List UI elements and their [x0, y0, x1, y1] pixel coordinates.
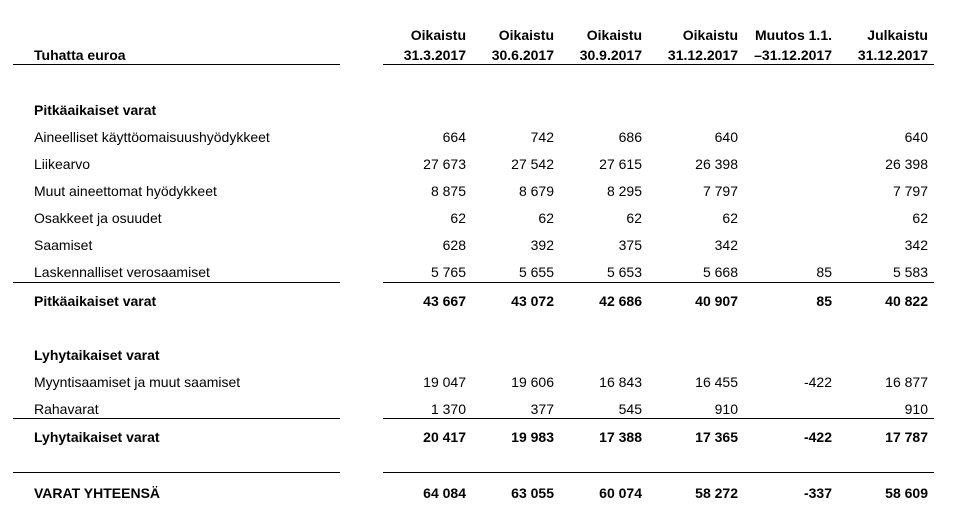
table-row-value: 342: [904, 237, 928, 253]
grand-total-label-rule: [13, 472, 340, 473]
table-row-value: 7 797: [702, 183, 738, 199]
table-row-value: 910: [904, 401, 928, 417]
table-row-label: Saamiset: [34, 237, 93, 253]
table-row-value: 742: [530, 129, 554, 145]
table-row-value: 27 615: [599, 156, 642, 172]
table-row-value: 62: [722, 210, 738, 226]
table-row-value: 19 047: [423, 374, 466, 390]
table-row-value: 27 673: [423, 156, 466, 172]
grand-total-row-value: 58 272: [695, 485, 738, 501]
table-row-value: 5 668: [702, 264, 738, 280]
table-row-value: 5 655: [518, 264, 554, 280]
table-row-value: [742, 127, 832, 147]
column-header-line1: Oikaistu: [498, 27, 554, 43]
table-row-value: 392: [530, 237, 554, 253]
table-row-value: 7 797: [892, 183, 928, 199]
table-row-value: 16 455: [695, 374, 738, 390]
subtotal-row-label: Pitkäaikaiset varat: [34, 293, 157, 309]
subtotal-row-label: Lyhytaikaiset varat: [34, 429, 160, 445]
table-row-value: 628: [442, 237, 466, 253]
grand-total-row-label: VARAT YHTEENSÄ: [34, 485, 161, 501]
column-header-line2: 30.6.2017: [491, 47, 554, 63]
header-values-rule: [383, 64, 934, 65]
table-row-value: 16 877: [885, 374, 928, 390]
table-row-value: 85: [816, 264, 832, 280]
section-heading: Pitkäaikaiset varat: [34, 102, 157, 118]
table-row-value: [742, 181, 832, 201]
header-label-rule: [13, 64, 340, 65]
table-row-value: 5 765: [430, 264, 466, 280]
table-row-value: 640: [714, 129, 738, 145]
subtotal-row-value: 17 787: [885, 429, 928, 445]
grand-total-values-rule: [383, 472, 934, 473]
table-row-value: 377: [530, 401, 554, 417]
table-row-label: Muut aineettomat hyödykkeet: [34, 183, 217, 199]
column-header-line1: Oikaistu: [410, 27, 466, 43]
table-row-value: 375: [618, 237, 642, 253]
subtotal-row-value: 19 983: [511, 429, 554, 445]
table-row-value: 640: [904, 129, 928, 145]
table-row-value: 5 653: [606, 264, 642, 280]
table-row-value: 686: [618, 129, 642, 145]
section-heading: Lyhytaikaiset varat: [34, 347, 160, 363]
table-row-label: Aineelliset käyttöomaisuushyödykkeet: [34, 129, 270, 145]
table-row-value: 5 583: [892, 264, 928, 280]
table-row-value: -422: [803, 374, 832, 390]
subtotal-row-value: 17 365: [695, 429, 738, 445]
column-header-line2: 31.12.2017: [857, 47, 928, 63]
column-header-line2: 31.3.2017: [403, 47, 466, 63]
grand-total-row-value: 64 084: [423, 485, 466, 501]
short-term-total-label-rule: [13, 418, 340, 419]
table-row-label: Rahavarat: [34, 401, 99, 417]
subtotal-row-value: -422: [803, 429, 832, 445]
grand-total-row-value: -337: [803, 485, 832, 501]
long-term-total-label-rule: [13, 282, 340, 283]
table-row-value: [742, 399, 832, 419]
table-row-value: 19 606: [511, 374, 554, 390]
grand-total-row-value: 63 055: [511, 485, 554, 501]
subtotal-row-value: 40 907: [695, 293, 738, 309]
table-row-value: 8 875: [430, 183, 466, 199]
column-header-line1: Julkaistu: [867, 27, 928, 43]
column-header-line2: –31.12.2017: [754, 47, 832, 63]
column-header-line2: 30.9.2017: [579, 47, 642, 63]
column-header-line1: Muutos 1.1.: [754, 27, 832, 43]
table-row-value: 545: [618, 401, 642, 417]
table-row-value: 26 398: [695, 156, 738, 172]
short-term-total-values-rule: [383, 418, 934, 419]
table-row-value: 62: [626, 210, 642, 226]
table-row-value: [742, 154, 832, 174]
subtotal-row-value: 42 686: [599, 293, 642, 309]
table-row-value: 8 295: [606, 183, 642, 199]
table-row-label: Liikearvo: [34, 156, 91, 172]
table-row-value: 910: [714, 401, 738, 417]
subtotal-row-value: 43 667: [423, 293, 466, 309]
subtotal-row-value: 85: [816, 293, 832, 309]
long-term-total-values-rule: [383, 282, 934, 283]
subtotal-row-value: 40 822: [885, 293, 928, 309]
table-row-value: 27 542: [511, 156, 554, 172]
table-row-value: 1 370: [430, 401, 466, 417]
unit-label: Tuhatta euroa: [34, 47, 126, 63]
table-row-value: 16 843: [599, 374, 642, 390]
table-row-label: Laskennalliset verosaamiset: [34, 264, 210, 280]
grand-total-row-value: 60 074: [599, 485, 642, 501]
table-row-value: 62: [912, 210, 928, 226]
table-row-value: 62: [538, 210, 554, 226]
table-row-label: Myyntisaamiset ja muut saamiset: [34, 374, 241, 390]
table-row-value: [742, 208, 832, 228]
subtotal-row-value: 17 388: [599, 429, 642, 445]
subtotal-row-value: 20 417: [423, 429, 466, 445]
grand-total-row-value: 58 609: [885, 485, 928, 501]
table-row-value: 8 679: [518, 183, 554, 199]
subtotal-row-value: 43 072: [511, 293, 554, 309]
column-header-line1: Oikaistu: [586, 27, 642, 43]
table-row-value: [742, 235, 832, 255]
table-row-value: 664: [442, 129, 466, 145]
column-header-line1: Oikaistu: [682, 27, 738, 43]
table-row-value: 26 398: [885, 156, 928, 172]
table-row-label: Osakkeet ja osuudet: [34, 210, 162, 226]
column-header-line2: 31.12.2017: [667, 47, 738, 63]
table-row-value: 342: [714, 237, 738, 253]
table-row-value: 62: [450, 210, 466, 226]
